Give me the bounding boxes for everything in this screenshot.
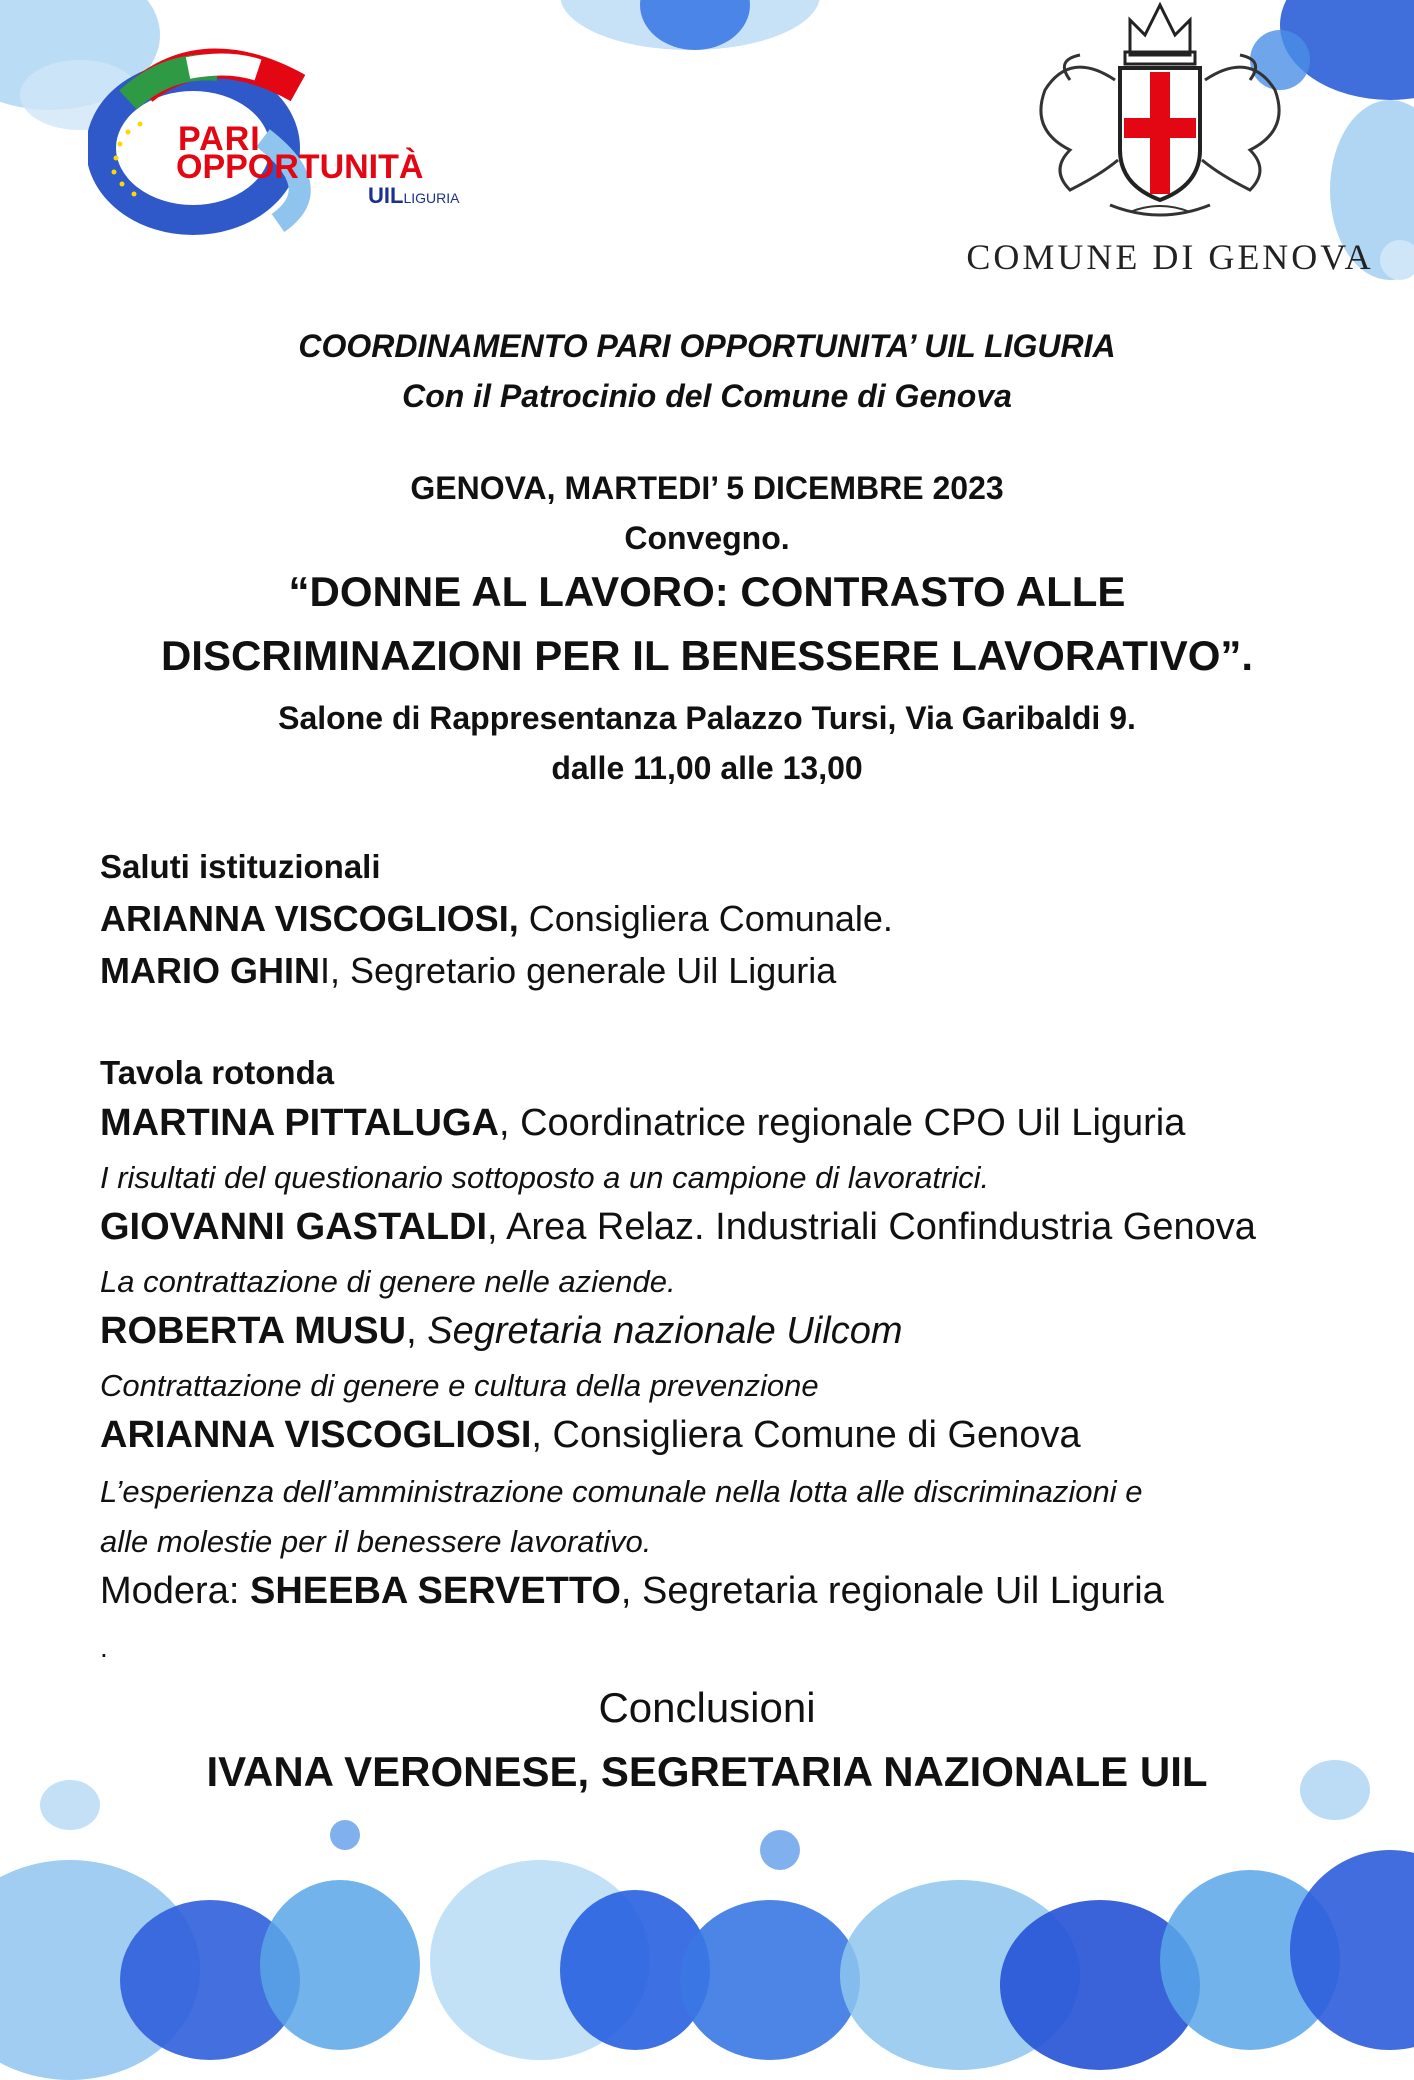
moderator-label: Modera: xyxy=(100,1570,250,1612)
trailing-dot: . xyxy=(100,1632,108,1663)
logo-uil: UIL xyxy=(368,183,404,208)
event-title-line1: “DONNE AL LAVORO: CONTRASTO ALLE xyxy=(288,568,1126,615)
speaker-role: , Consigliera Comune di Genova xyxy=(531,1414,1081,1456)
speaker-role: Segretaria nazionale Uilcom xyxy=(427,1310,903,1352)
coat-of-arms-icon xyxy=(960,0,1380,230)
roundtable-speaker-4 xyxy=(100,1414,1360,1457)
conclusions-speaker: IVANA VERONESE, SEGRETARIA NAZIONALE UIL xyxy=(206,1748,1208,1795)
event-title-line2: DISCRIMINAZIONI PER IL BENESSERE LAVORATIVO”. xyxy=(160,632,1254,679)
speaker-topic-3: Contrattazione di genere e cultura della prevenzione xyxy=(100,1368,819,1403)
greeting-speaker-1 xyxy=(100,898,1360,940)
moderator-role: , Segretaria regionale Uil Liguria xyxy=(620,1570,1164,1612)
moderator-name: SHEEBA SERVETTO xyxy=(249,1570,621,1612)
greeting-speaker-2 xyxy=(100,950,1360,992)
speaker-role: , Coordinatrice regionale CPO Uil Liguria xyxy=(498,1102,1186,1144)
speaker-name: MARIO GHIN xyxy=(100,950,320,991)
logo-line1: PARI xyxy=(178,120,261,158)
speaker-name: ROBERTA MUSU xyxy=(100,1310,407,1352)
event-venue: Salone di Rappresentanza Palazzo Tursi, Via Garibaldi 9. xyxy=(278,700,1136,736)
patronage: Con il Patrocinio del Comune di Genova xyxy=(402,378,1012,414)
speaker-name: GIOVANNI GASTALDI xyxy=(100,1206,488,1248)
conclusions-heading: Conclusioni xyxy=(598,1684,816,1731)
speaker-role: , Area Relaz. Industriali Confindustria Genova xyxy=(487,1206,1256,1248)
speaker-topic-1: I risultati del questionario sottoposto a un campione di lavoratrici. xyxy=(100,1160,990,1195)
speaker-separator: , xyxy=(406,1310,428,1352)
moderator xyxy=(100,1570,1360,1613)
speaker-role: I, Segretario generale Uil Liguria xyxy=(320,950,837,991)
logo-uil-liguria xyxy=(368,183,460,209)
roundtable-heading: Tavola rotonda xyxy=(100,1054,335,1091)
event-type: Convegno. xyxy=(624,520,790,556)
speaker-topic-4-line1: L’esperienza dell’amministrazione comunale nella lotta alle discriminazioni e xyxy=(100,1474,1143,1509)
roundtable-speaker-3 xyxy=(100,1310,1360,1353)
logo-region: LIGURIA xyxy=(403,190,460,206)
speaker-name: MARTINA PITTALUGA xyxy=(100,1102,499,1144)
speaker-name: ARIANNA VISCOGLIOSI xyxy=(100,1414,532,1456)
logo-line2: OPPORTUNITÀ xyxy=(176,148,424,186)
comune-genova-logo xyxy=(960,0,1380,280)
roundtable-speaker-1 xyxy=(100,1102,1360,1145)
event-date: GENOVA, MARTEDI’ 5 DICEMBRE 2023 xyxy=(410,470,1004,506)
pari-opportunita-logo xyxy=(88,38,488,238)
speaker-role: Consigliera Comunale. xyxy=(518,898,893,939)
greetings-heading: Saluti istituzionali xyxy=(100,848,381,885)
event-time: dalle 11,00 alle 13,00 xyxy=(551,750,863,786)
roundtable-speaker-2 xyxy=(100,1206,1360,1249)
speaker-name: ARIANNA VISCOGLIOSI, xyxy=(100,898,519,939)
speaker-topic-2: La contrattazione di genere nelle aziende. xyxy=(100,1264,676,1299)
organizer: COORDINAMENTO PARI OPPORTUNITA’ UIL LIGURIA xyxy=(298,328,1116,364)
speaker-topic-4-line2: alle molestie per il benessere lavorativo. xyxy=(100,1524,652,1559)
comune-name: COMUNE DI GENOVA xyxy=(966,237,1374,277)
